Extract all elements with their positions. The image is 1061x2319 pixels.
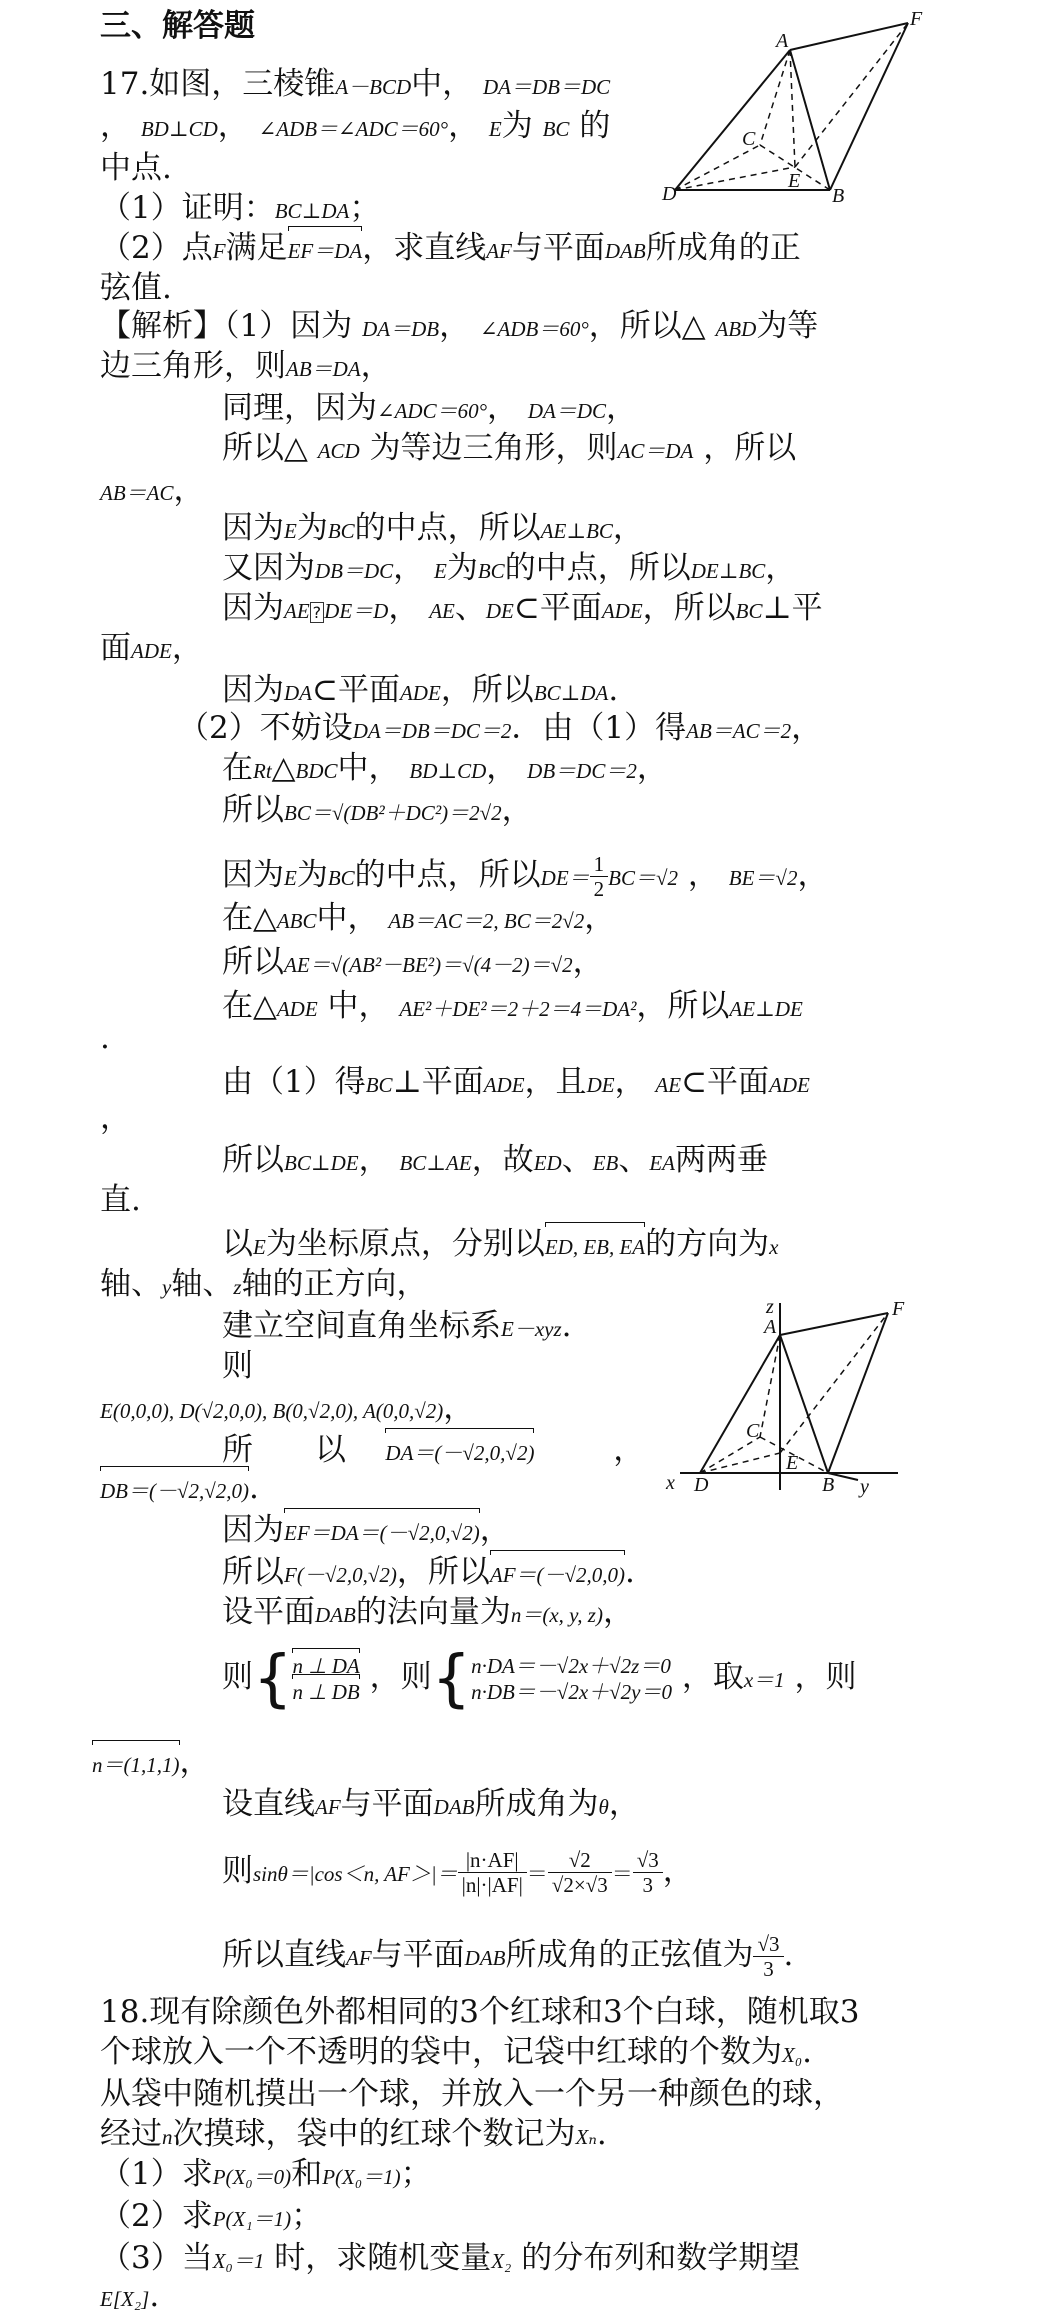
sol-line19: 所以BC⊥DE， BC⊥AE，故ED、EB、EA两两垂 [222,1142,768,1178]
sol-line17-end: . [100,1020,110,1056]
sol-line5: AB＝AC， [100,472,205,508]
fig1-label-e: E [788,170,801,192]
sol-line6: 因为E为BC的中点，所以AE⊥BC， [222,510,644,546]
fig2-label-b: B [822,1474,835,1496]
sol-line1: 【解析】（1）因为 DA＝DB， ∠ADB＝60°，所以△ ABD为等 [100,308,819,344]
sol-line29: 设平面DAB的法向量为n＝(x, y, z)， [222,1594,634,1630]
q18-line2: 个球放入一个不透明的袋中，记袋中红球的个数为X₀. [100,2034,812,2070]
sol-line30: 则{ n ⊥ DA n ⊥ DB ，则{ n·DA＝－√2x＋√2z＝0 n·DB＝－√2x＋√2y＝0 ，取x＝1 ，则 [222,1641,857,1715]
sol-line16: 所以AE＝√(AB²－BE²)＝√(4－2)＝√2， [222,944,604,980]
sol-line28: 所以F(－√2,0,√2)，所以AF＝(－√2,0,0). [222,1552,635,1595]
sol-line19-end: 直. [100,1182,141,1218]
q18-line3: 从袋中随机摸出一个球，并放入一个另一种颜色的球， [100,2076,844,2112]
q17-part2: （2）点F满足EF＝DA，求直线AF与平面DAB所成角的正 [100,228,801,271]
sol-line27: 因为EF＝DA＝(－√2,0,√2)， [222,1510,511,1553]
section-heading: 三、解答题 [100,8,255,44]
sol-line13: 所以BC＝√(DB²＋DC²)＝2√2， [222,792,533,828]
sol-line23: 则 [222,1348,253,1384]
q17-part2-cont: 弦值. [100,270,172,306]
q18-line4: 经过n次摸球，袋中的红球个数记为Xₙ. [100,2116,607,2152]
fig1-label-f: F [910,8,923,30]
q17-part1: （1）证明：BC⊥DA； [100,190,381,226]
fig2-label-f: F [892,1298,905,1320]
sol-line2: 边三角形，则AB＝DA， [100,348,392,384]
sol-line15: 在△ABC中， AB＝AC＝2, BC＝2√2， [222,900,616,936]
fig2-label-c: C [746,1420,760,1442]
fig1-label-a: A [776,30,789,52]
sol-line3: 同理，因为∠ADC＝60°， DA＝DC， [222,390,638,426]
fig2-label-y: y [860,1476,869,1498]
q17-stem-line2: ， BD⊥CD， ∠ADB＝∠ADC＝60°， E为 BC 的 [100,108,611,144]
sol-line9: 面ADE， [100,630,203,666]
q18-line5: （1）求P(X₀＝0)和P(X₀＝1)； [100,2156,432,2192]
sol-line17: 在△ADE 中， AE²＋DE²＝2＋2＝4＝DA²，所以AE⊥DE [222,988,803,1024]
sol-line31: n＝(1,1,1)， [92,1742,211,1785]
q18-line6: （2）求P(X₁＝1)； [100,2198,323,2234]
sol-line18: 由（1）得BC⊥平面ADE，且DE， AE⊂平面ADE [222,1064,810,1100]
q18-line8: E[X₂]. [100,2278,160,2314]
fig2-label-z: z [766,1296,774,1318]
q18-line7: （3）当X₀＝1 时，求随机变量X₂ 的分布列和数学期望 [100,2240,801,2276]
q18-line1: 18.现有除颜色外都相同的3个红球和3个白球，随机取3 [100,1994,860,2030]
pyramid-figure [662,5,930,207]
sol-line12: 在Rt△BDC中， BD⊥CD， DB＝DC＝2， [222,750,668,786]
sol-line7: 又因为DB＝DC， E为BC的中点，所以DE⊥BC， [222,550,797,586]
sol-line33: 则sinθ＝|cos＜n, AF＞|＝ $\frac{|n\cdot AF|}{|n|\cdot|AF|}$ ＝ $\frac{√2}{√2\times√3}$ ＝ $\frac{√3}{3}$ ， [222,1848,694,1897]
sol-line11: （2）不妨设DA＝DB＝DC＝2．由（1）得AB＝AC＝2， [178,710,823,746]
sol-line14: 因为E为BC的中点，所以DE＝ $\frac{1}{2}$ BC＝√2 ， BE＝√2， [222,852,829,901]
fig2-label-x: x [666,1472,675,1494]
fig2-label-d: D [694,1474,709,1496]
sol-line26: DB＝(－√2,√2,0). [100,1468,259,1511]
sol-line4: 所以△ ACD 为等边三角形，则AC＝DA ，所以 [222,430,797,466]
fig1-label-d: D [662,183,677,205]
sol-line20: 以E为坐标原点，分别以ED, EB, EA的方向为x [222,1224,778,1267]
sol-line8: 因为AE ? DE＝D， AE、DE⊂平面ADE，所以BC⊥平 [222,590,823,626]
fig2-label-e: E [786,1452,799,1474]
sol-line32: 设直线AF与平面DAB所成角为θ， [222,1786,640,1822]
sol-line21: 轴、y轴、z轴的正方向， [100,1266,428,1302]
fig2-label-a: A [764,1316,777,1338]
fig1-label-b: B [832,185,845,207]
q17-stem-line3: 中点. [100,150,172,186]
sol-line10: 因为DA⊂平面ADE，所以BC⊥DA. [222,672,619,708]
q17-stem-line1: 17.如图，三棱锥A－BCD中， DA＝DB＝DC [100,66,611,102]
sol-line22: 建立空间直角坐标系E－xyz. [222,1308,572,1344]
fig1-label-c: C [742,128,756,150]
sol-line34: 所以直线AF与平面DAB所成角的正弦值为 $\frac{√3}{3}$ . [222,1932,794,1981]
coordinate-figure [660,1295,950,1498]
sol-line18-end: ， [100,1100,131,1136]
sol-line24: E(0,0,0), D(√2,0,0), B(0,√2,0), A(0,0,√2)， [100,1390,475,1426]
sol-line25: 所 以 DA＝(－√2,0,√2) ， [222,1430,644,1473]
